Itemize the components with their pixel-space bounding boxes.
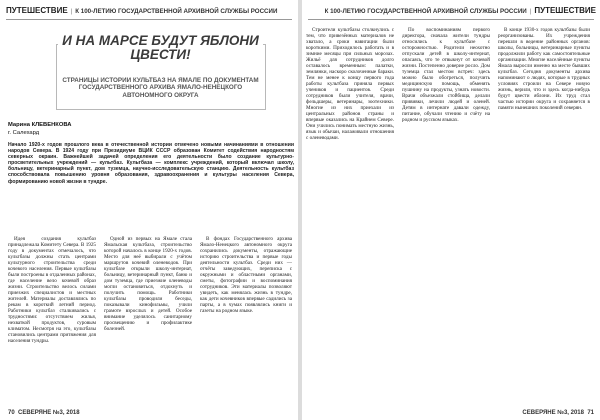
page-number: 70 (8, 410, 15, 416)
issue-label: СЕВЕРЯНЕ №3, 2018 (18, 410, 80, 416)
header-rule (308, 19, 594, 20)
text-column-5: По воспоминаниям первого директора, сначала жители тундры относились к культбазе с осторожностью. Родители неохотно отпускали детей в школу-интернат, опасаясь, что те отвыкнут от кочевой жизни. Постепенно доверие росло. Дом туземца стал местом встреч: здесь можно было обогреться, получить медицинскую помощь, обменять пушнину на продукты, узнать новости. Врачи объезжали стойбища, делали прививки, лечили людей и оленей. Детям в интернате давали одежду, питание, обучали чтению и счёту на родном и русском языках. (402, 27, 490, 124)
lede-paragraph: Начало 1920-х годов прошлого века в отечественной истории отмечено новыми начинаниями в отношении народов Севера. В 1924 году при Президиуме ВЦИК СССР образован Комитет содействия народностям северных окраин. Важнейшей задачей определения его деятельности было создание культурно-просветительных учреждений — культбаз. Культбаза — комплекс учреждений, который включал школу, больницу, ветеринарный пункт, дом туземца, научно-исследовательскую станцию. Деятельность культбаз способствовала повышению уровня образования, здравоохранения и культуры населения Севера, формированию новой жизни в тундре. (8, 142, 294, 185)
author-name: Марина КЛЕВЕНКОВА (8, 122, 72, 128)
headline: И НА МАРСЕ БУДУТ ЯБЛОНИ ЦВЕСТИ! (58, 34, 263, 62)
header-title: К 100-ЛЕТИЮ ГОСУДАРСТВЕННОЙ АРХИВНОЙ СЛУЖБЫ РОССИИ (75, 8, 278, 15)
header-title: К 100-ЛЕТИЮ ГОСУДАРСТВЕННОЙ АРХИВНОЙ СЛУЖБЫ РОССИИ (324, 8, 527, 15)
text-column-6: В конце 1930-х годов культбазы были реорганизованы. Их учреждения перешли в ведение районных органов: школы, больницы, ветеринарные пункты продолжили работу как самостоятельные организации. Многие населённые пункты Ямала выросли именно на месте бывших культбаз. Сегодня документы архива напоминают о людях, которые в трудных условиях строили на Севере новую жизнь, верили, что и здесь когда-нибудь будут цвести яблони. Их труд стал частью истории округа и сохраняется в памяти нынешних поколений северян. (498, 27, 590, 112)
text-column-1: Идея создания культбаз принадлежала Комитету Севера. В 1925 году в документах отмечалось, что культбазы должны стать центрами культурного строительства среди кочевого населения. Первые культбазы были построены в отдаленных районах, где население вело кочевой образ жизни. Строительство велось силами приезжих специалистов и местных жителей. Материалы доставлялись по рекам в короткий летний период. Работники культбаз сталкивались с трудностями: отсутствием жилья, нехваткой продуктов, суровым климатом. Несмотря на это, культбазы становились центрами притяжения для населения тундры. (8, 236, 96, 345)
folio-left (8, 410, 80, 416)
section-label: ПУТЕШЕСТВИЕ (534, 6, 596, 15)
folio-right (522, 410, 594, 416)
running-header-right: К 100-ЛЕТИЮ ГОСУДАРСТВЕННОЙ АРХИВНОЙ СЛУЖБЫ РОССИИ | ПУТЕШЕСТВИЕ (324, 6, 596, 15)
running-header-left: ПУТЕШЕСТВИЕ | К 100-ЛЕТИЮ ГОСУДАРСТВЕННОЙ АРХИВНОЙ СЛУЖБЫ РОССИИ (6, 6, 278, 15)
issue-label: СЕВЕРЯНЕ №3, 2018 (522, 410, 584, 416)
page-number: 71 (587, 410, 594, 416)
subheadline: СТРАНИЦЫ ИСТОРИИ КУЛЬТБАЗ НА ЯМАЛЕ ПО ДОКУМЕНТАМ ГОСУДАРСТВЕННОГО АРХИВА ЯМАЛО-НЕНЕЦКОГО АВТОНОМНОГО ОКРУГА (62, 77, 259, 99)
author-location: г. Салехард (8, 129, 40, 136)
text-column-3: В фондах Государственного архива Ямало-Ненецкого автономного округа сохранились документы, отражающие историю строительства и первые годы деятельности культбаз. Среди них — отчёты заведующих, переписка с окружными и областными органами, сметы, фотографии и воспоминания сотрудников. Эти материалы позволяют увидеть, как менялась жизнь в тундре, как дети кочевников впервые садились за парты, а в чумах появлялись книги и газеты на родном языке. (200, 236, 292, 315)
byline (8, 122, 71, 137)
text-column-4: Строители культбазы столкнулись с тем, что привезённых материалов не хватало, а сроки навигации были короткими. Приходилось работать и в зимние месяцы при сильных морозах. Жильё для сотрудников долго оставалось временным: палатки, землянки, наскоро сколоченные бараки. Тем не менее к концу первого года работы культбаза приняла первых учеников и пациентов. Среди сотрудников были учителя, врачи, фельдшеры, ветеринары, зоотехники. Многие из них приехали из центральных районов страны и впервые оказались на Крайнем Севере. Они учились понимать местную жизнь, язык и обычаи, налаживали отношения с оленеводами. (306, 27, 394, 142)
header-rule (6, 19, 292, 20)
section-label: ПУТЕШЕСТВИЕ (6, 6, 68, 15)
right-page (302, 0, 600, 420)
left-page (0, 0, 298, 420)
text-column-2: Одной из первых на Ямале стала Ямальская культбаза, строительство которой началось в конце 1920-х годов. Место для неё выбирали с учётом маршрутов кочевий оленеводов. При культбазе открыли школу-интернат, больницу, ветеринарный пункт, баню и дом туземца, где приезжие оленеводы могли остановиться, отдохнуть и получить помощь. Работники культбазы проводили беседы, показывали кинофильмы, учили грамоте взрослых и детей. Особое внимание уделялось санитарному просвещению и профилактике болезней. (104, 236, 192, 333)
